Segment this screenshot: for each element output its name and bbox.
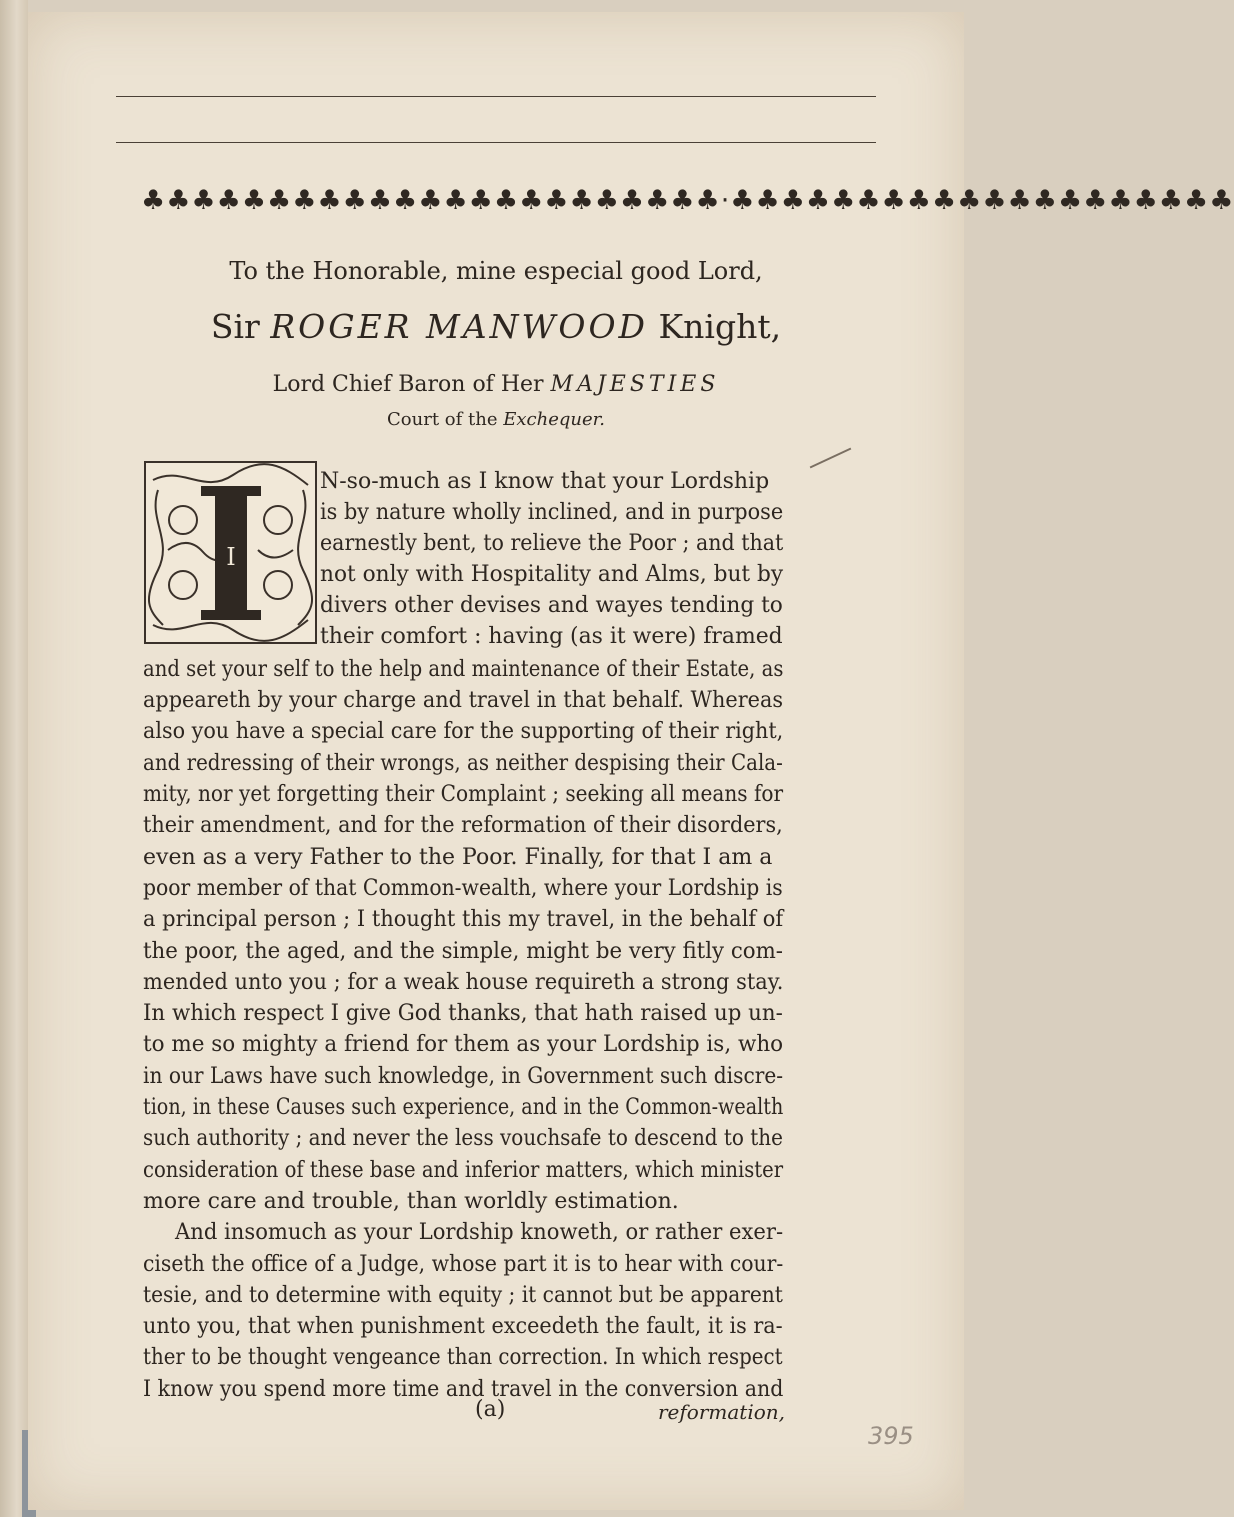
text-line: In which respect I give God thanks, that hath raised up un- <box>143 1001 783 1027</box>
text-line: their amendment, and for the reformation of their disorders, <box>143 813 783 839</box>
text-line: even as a very Father to the Poor. Finally, for that I am a <box>143 844 773 870</box>
text-line: ciseth the office of a Judge, whose part it is to hear with cour- <box>143 1251 784 1277</box>
text-line: the poor, the aged, and the simple, might be very fitly com- <box>143 938 783 964</box>
text-line: such authority ; and never the less vouchsafe to descend to the <box>143 1126 783 1152</box>
decorated-initial-icon <box>143 460 318 645</box>
top-rule <box>116 96 876 97</box>
text-line: N-so-much as I know that your Lordship <box>320 469 770 494</box>
text-line: mity, nor yet forgetting their Complaint ; seeking all means for <box>143 782 784 807</box>
text-line: And insomuch as your Lordship knoweth, or rather exer- <box>175 1220 784 1246</box>
second-rule <box>116 142 876 143</box>
text-line: to me so mighty a friend for them as your Lordship is, who <box>143 1032 784 1058</box>
text-line: in our Laws have such knowledge, in Government such discre- <box>143 1063 784 1089</box>
margin-mark <box>810 448 852 469</box>
ornament-border: ♣♣♣♣♣♣♣♣♣♣♣♣♣♣♣♣♣♣♣♣♣♣♣·♣♣♣♣♣♣♣♣♣♣♣♣♣♣♣♣♣♣♣♣ <box>141 185 1234 216</box>
dedication-name <box>28 307 964 346</box>
text-line: poor member of that Common-wealth, where your Lordship is <box>143 875 783 901</box>
dedication-court <box>28 409 964 430</box>
signature-mark: (a) <box>475 1397 506 1422</box>
text-line: and redressing of their wrongs, as neither despising their Cala- <box>143 750 783 776</box>
text-line: I know you spend more time and travel in the conversion and <box>143 1376 784 1402</box>
text-line: a principal person ; I thought this my travel, in the behalf of <box>143 907 784 933</box>
text-line: divers other devises and wayes tending to <box>320 593 783 618</box>
court-italic: Exchequer. <box>503 409 605 430</box>
office-prefix: Lord Chief Baron of Her <box>272 372 544 397</box>
office-caps: MAJESTIES <box>550 372 720 397</box>
text-line: earnestly bent, to relieve the Poor ; and that <box>320 531 784 556</box>
text-line: tesie, and to determine with equity ; it cannot but be apparent <box>143 1282 783 1308</box>
text-line: also you have a special care for the supporting of their right, <box>143 719 784 745</box>
text-line: consideration of these base and inferior matters, which minister <box>143 1157 784 1183</box>
text-line: more care and trouble, than worldly estimation. <box>143 1188 679 1214</box>
book-spine <box>0 0 28 1517</box>
folio-number: 395 <box>868 1422 914 1450</box>
text-line: and set your self to the help and maintenance of their Estate, as <box>143 656 784 682</box>
name-suffix: Knight, <box>658 307 782 346</box>
court-prefix: Court of the <box>387 409 498 430</box>
dedication-to-line: To the Honorable, mine especial good Lord, <box>229 257 763 285</box>
text-line: appeareth by your charge and travel in that behalf. Whereas <box>143 688 784 714</box>
book-page <box>28 12 1234 1510</box>
dedication-office <box>28 372 964 397</box>
text-line: not only with Hospitality and Alms, but by <box>320 562 784 587</box>
text-line: ther to be thought vengeance than correction. In which respect <box>143 1345 783 1371</box>
text-line: their comfort : having (as it were) framed <box>320 624 783 649</box>
text-line: mended unto you ; for a weak house requireth a strong stay. <box>143 969 784 995</box>
text-line: tion, in these Causes such experience, and in the Common-wealth <box>143 1095 784 1120</box>
initial-letter: I <box>226 543 236 571</box>
catchword: reformation, <box>658 1400 786 1424</box>
name-caps: ROGER MANWOOD <box>270 307 648 346</box>
text-line: is by nature wholly inclined, and in purpose <box>320 500 784 525</box>
name-prefix: Sir <box>210 307 260 346</box>
text-line: unto you, that when punishment exceedeth the fault, it is ra- <box>143 1314 783 1340</box>
